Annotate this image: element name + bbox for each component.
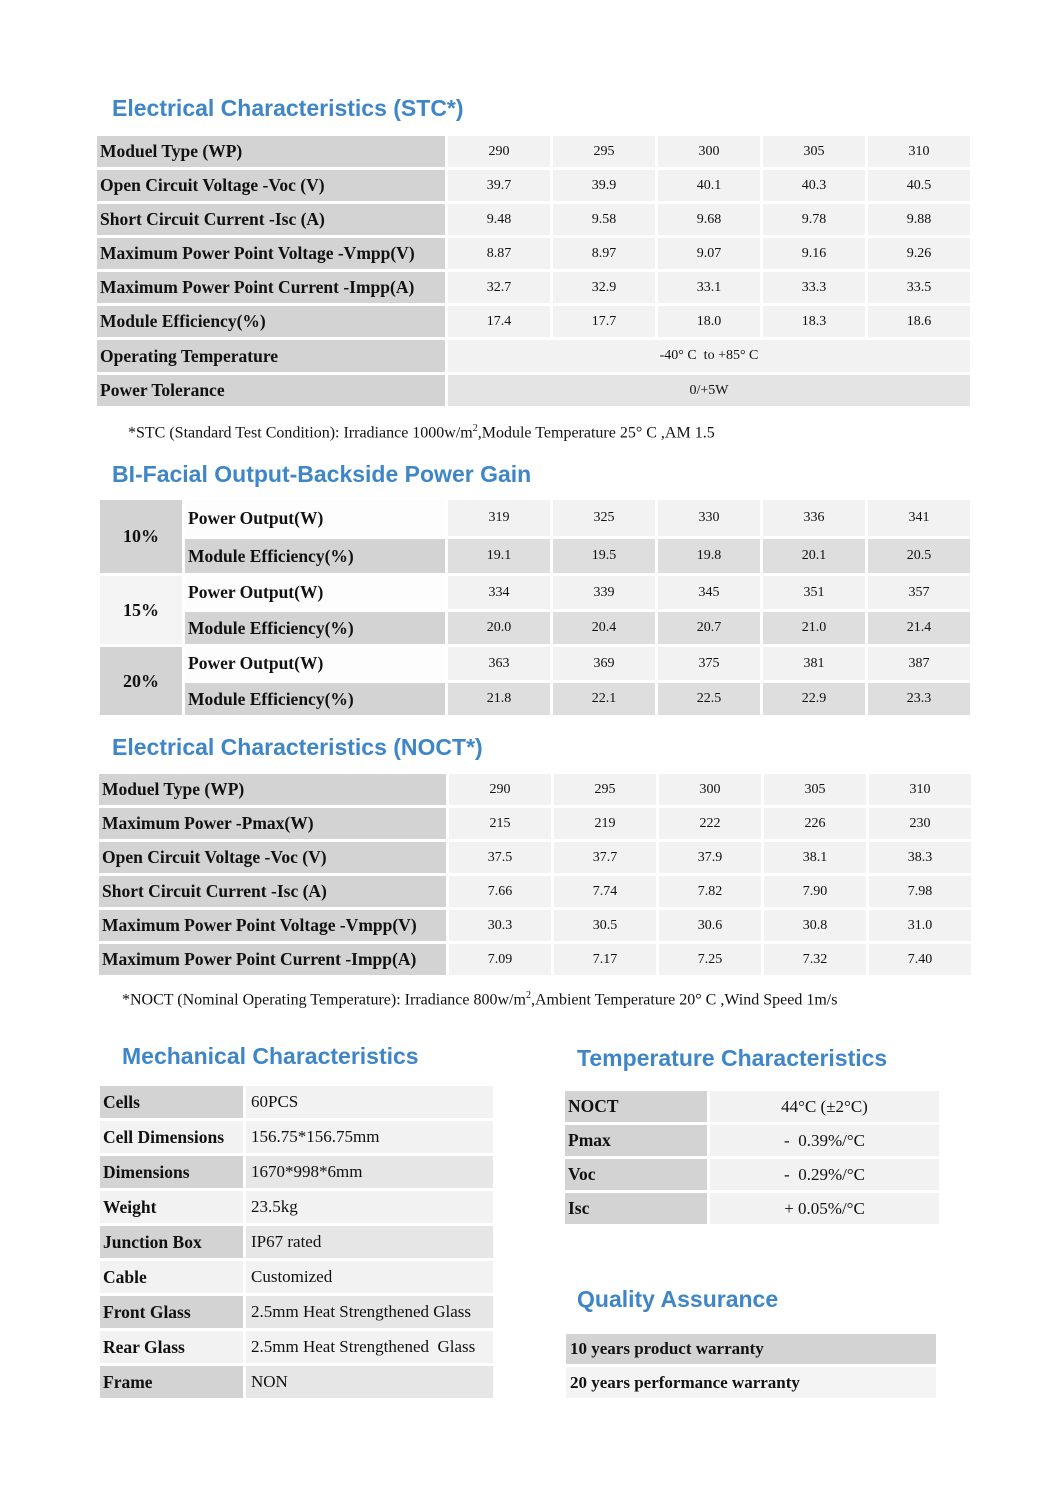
stc-table — [94, 133, 973, 409]
row-label: Cells — [100, 1086, 243, 1118]
cell: 9.78 — [763, 204, 865, 235]
cell: 44°C (±2°C) — [710, 1091, 939, 1122]
cell: 2.5mm Heat Strengthened Glass — [246, 1296, 493, 1328]
mech-row — [100, 1366, 493, 1398]
stc-row — [97, 272, 970, 303]
noct-row — [99, 876, 971, 907]
cell: 305 — [764, 774, 866, 805]
cell: 40.5 — [868, 170, 970, 201]
cell: 23.5kg — [246, 1191, 493, 1223]
cell: 20.4 — [553, 612, 655, 644]
cell: 290 — [449, 774, 551, 805]
gain-label: 15% — [100, 576, 182, 644]
cell: 37.9 — [659, 842, 761, 873]
stc-title: Electrical Characteristics (STC*) — [112, 95, 464, 121]
cell: 21.8 — [448, 683, 550, 715]
cell: 32.9 — [553, 272, 655, 303]
stc-row — [97, 375, 970, 406]
cell: 330 — [658, 500, 760, 536]
cell: 9.48 — [448, 204, 550, 235]
gain-label: 10% — [100, 500, 182, 573]
cell: 226 — [764, 808, 866, 839]
temp-row — [565, 1159, 939, 1190]
cell: 20.7 — [658, 612, 760, 644]
cell: 7.90 — [764, 876, 866, 907]
cell: 8.87 — [448, 238, 550, 269]
cell: 30.5 — [554, 910, 656, 941]
cell: 38.3 — [869, 842, 971, 873]
note-superscript: 2 — [472, 423, 478, 434]
gain-label: 20% — [100, 647, 182, 715]
cell: 7.40 — [869, 944, 971, 975]
temp-row — [565, 1125, 939, 1156]
cell: 2.5mm Heat Strengthened Glass — [246, 1331, 493, 1363]
mech-row — [100, 1226, 493, 1258]
cell: 295 — [554, 774, 656, 805]
row-label: Open Circuit Voltage -Voc (V) — [97, 170, 445, 201]
cell: 9.16 — [763, 238, 865, 269]
row-label: Power Tolerance — [97, 375, 445, 406]
noct-row — [99, 774, 971, 805]
mech-row — [100, 1191, 493, 1223]
stc-row — [97, 136, 970, 167]
cell: 38.1 — [764, 842, 866, 873]
cell: 7.17 — [554, 944, 656, 975]
cell: NON — [246, 1366, 493, 1398]
cell: 20.0 — [448, 612, 550, 644]
cell: IP67 rated — [246, 1226, 493, 1258]
cell: 156.75*156.75mm — [246, 1121, 493, 1153]
stc-row — [97, 306, 970, 337]
noct-title: Electrical Characteristics (NOCT*) — [112, 734, 483, 760]
row-label: Cable — [100, 1261, 243, 1293]
note-text: *NOCT (Nominal Operating Temperature): Irradiance 800w/m — [122, 991, 526, 1009]
cell: 22.1 — [553, 683, 655, 715]
cell: 300 — [659, 774, 761, 805]
cell: 222 — [659, 808, 761, 839]
cell: 33.1 — [658, 272, 760, 303]
noct-row — [99, 842, 971, 873]
cell: 9.88 — [868, 204, 970, 235]
cell: 37.7 — [554, 842, 656, 873]
cell: 310 — [869, 774, 971, 805]
bifacial-row — [100, 647, 970, 680]
row-label: Cell Dimensions — [100, 1121, 243, 1153]
cell: 357 — [868, 576, 970, 609]
cell: 18.6 — [868, 306, 970, 337]
cell: 7.32 — [764, 944, 866, 975]
cell: 39.9 — [553, 170, 655, 201]
cell: 20.1 — [763, 539, 865, 573]
cell: 351 — [763, 576, 865, 609]
cell: 7.82 — [659, 876, 761, 907]
row-label: Module Efficiency(%) — [185, 683, 445, 715]
row-label: Power Output(W) — [185, 500, 445, 536]
mech-row — [100, 1296, 493, 1328]
cell: 23.3 — [868, 683, 970, 715]
cell: 7.25 — [659, 944, 761, 975]
stc-row — [97, 170, 970, 201]
row-label: Power Output(W) — [185, 576, 445, 609]
cell: 30.8 — [764, 910, 866, 941]
row-label: Short Circuit Current -Isc (A) — [97, 204, 445, 235]
cell: 19.5 — [553, 539, 655, 573]
mech-row — [100, 1261, 493, 1293]
power-tolerance-value: 0/+5W — [448, 375, 970, 406]
row-label: Maximum Power Point Current -Impp(A) — [97, 272, 445, 303]
row-label: Weight — [100, 1191, 243, 1223]
quality-row — [566, 1334, 936, 1364]
quality-table — [563, 1331, 939, 1401]
mechanical-title: Mechanical Characteristics — [122, 1043, 419, 1069]
row-label: Pmax — [565, 1125, 707, 1156]
cell: 9.58 — [553, 204, 655, 235]
row-label: Dimensions — [100, 1156, 243, 1188]
temperature-title: Temperature Characteristics — [577, 1045, 888, 1071]
cell: 215 — [449, 808, 551, 839]
mech-row — [100, 1121, 493, 1153]
cell: 19.1 — [448, 539, 550, 573]
row-label: Junction Box — [100, 1226, 243, 1258]
cell: 22.5 — [658, 683, 760, 715]
cell: 19.8 — [658, 539, 760, 573]
row-label: Short Circuit Current -Isc (A) — [99, 876, 446, 907]
bifacial-row — [100, 539, 970, 573]
bifacial-row — [100, 612, 970, 644]
quality-title: Quality Assurance — [577, 1286, 779, 1312]
stc-row — [97, 204, 970, 235]
cell: 369 — [553, 647, 655, 680]
cell: 30.3 — [449, 910, 551, 941]
temp-row — [565, 1091, 939, 1122]
cell: 7.74 — [554, 876, 656, 907]
cell: 33.5 — [868, 272, 970, 303]
cell: 8.97 — [553, 238, 655, 269]
cell: 21.4 — [868, 612, 970, 644]
cell: Customized — [246, 1261, 493, 1293]
row-label: Open Circuit Voltage -Voc (V) — [99, 842, 446, 873]
operating-temperature-value: -40° C to +85° C — [448, 340, 970, 372]
cell: 363 — [448, 647, 550, 680]
mech-row — [100, 1156, 493, 1188]
row-label: Maximum Power Point Voltage -Vmpp(V) — [97, 238, 445, 269]
bifacial-row — [100, 500, 970, 536]
cell: 30.6 — [659, 910, 761, 941]
cell: 339 — [553, 576, 655, 609]
cell: 7.09 — [449, 944, 551, 975]
row-label: Operating Temperature — [97, 340, 445, 372]
temperature-table — [562, 1088, 942, 1227]
cell: - 0.39%/°C — [710, 1125, 939, 1156]
bifacial-row — [100, 576, 970, 609]
cell: 9.68 — [658, 204, 760, 235]
cell: 32.7 — [448, 272, 550, 303]
cell: 17.4 — [448, 306, 550, 337]
cell: 18.0 — [658, 306, 760, 337]
noct-row — [99, 910, 971, 941]
cell: 336 — [763, 500, 865, 536]
cell: 40.1 — [658, 170, 760, 201]
cell: 375 — [658, 647, 760, 680]
row-label: Isc — [565, 1193, 707, 1224]
row-label: Module Efficiency(%) — [185, 539, 445, 573]
cell: 230 — [869, 808, 971, 839]
stc-footnote — [128, 423, 715, 442]
cell: 21.0 — [763, 612, 865, 644]
cell: 387 — [868, 647, 970, 680]
mech-row — [100, 1331, 493, 1363]
note-text: ,Module Temperature 25° C ,AM 1.5 — [477, 424, 715, 442]
temp-row — [565, 1193, 939, 1224]
cell: 17.7 — [553, 306, 655, 337]
cell: 7.98 — [869, 876, 971, 907]
cell: 325 — [553, 500, 655, 536]
row-label: Moduel Type (WP) — [97, 136, 445, 167]
noct-footnote — [122, 990, 837, 1009]
cell: 295 — [553, 136, 655, 167]
bifacial-row — [100, 683, 970, 715]
row-label: Maximum Power Point Voltage -Vmpp(V) — [99, 910, 446, 941]
cell: 1670*998*6mm — [246, 1156, 493, 1188]
cell: 381 — [763, 647, 865, 680]
quality-row — [566, 1367, 936, 1398]
cell: 9.07 — [658, 238, 760, 269]
row-label: Maximum Power Point Current -Impp(A) — [99, 944, 446, 975]
mechanical-table — [97, 1083, 496, 1401]
cell: 334 — [448, 576, 550, 609]
row-label: Maximum Power -Pmax(W) — [99, 808, 446, 839]
cell: 7.66 — [449, 876, 551, 907]
row-label: Frame — [100, 1366, 243, 1398]
cell: 40.3 — [763, 170, 865, 201]
stc-row — [97, 340, 970, 372]
cell: 31.0 — [869, 910, 971, 941]
cell: 290 — [448, 136, 550, 167]
cell: 39.7 — [448, 170, 550, 201]
warranty-item: 10 years product warranty — [566, 1334, 936, 1364]
cell: 319 — [448, 500, 550, 536]
cell: 33.3 — [763, 272, 865, 303]
cell: 60PCS — [246, 1086, 493, 1118]
cell: 20.5 — [868, 539, 970, 573]
cell: 300 — [658, 136, 760, 167]
cell: - 0.29%/°C — [710, 1159, 939, 1190]
stc-row — [97, 238, 970, 269]
cell: 18.3 — [763, 306, 865, 337]
note-text: ,Ambient Temperature 20° C ,Wind Speed 1m/s — [530, 991, 838, 1009]
cell: + 0.05%/°C — [710, 1193, 939, 1224]
noct-table — [96, 771, 974, 978]
cell: 219 — [554, 808, 656, 839]
row-label: Front Glass — [100, 1296, 243, 1328]
note-superscript: 2 — [525, 990, 531, 1001]
cell: 22.9 — [763, 683, 865, 715]
row-label: Moduel Type (WP) — [99, 774, 446, 805]
row-label: Module Efficiency(%) — [97, 306, 445, 337]
row-label: Power Output(W) — [185, 647, 445, 680]
cell: 305 — [763, 136, 865, 167]
row-label: Module Efficiency(%) — [185, 612, 445, 644]
noct-row — [99, 944, 971, 975]
warranty-item: 20 years performance warranty — [566, 1367, 936, 1398]
mech-row — [100, 1086, 493, 1118]
note-text: *STC (Standard Test Condition): Irradiance 1000w/m — [128, 424, 473, 442]
cell: 310 — [868, 136, 970, 167]
row-label: NOCT — [565, 1091, 707, 1122]
cell: 37.5 — [449, 842, 551, 873]
row-label: Rear Glass — [100, 1331, 243, 1363]
cell: 345 — [658, 576, 760, 609]
cell: 9.26 — [868, 238, 970, 269]
bifacial-table — [97, 497, 973, 718]
row-label: Voc — [565, 1159, 707, 1190]
noct-row — [99, 808, 971, 839]
bifacial-title: BI-Facial Output-Backside Power Gain — [112, 461, 532, 487]
cell: 341 — [868, 500, 970, 536]
